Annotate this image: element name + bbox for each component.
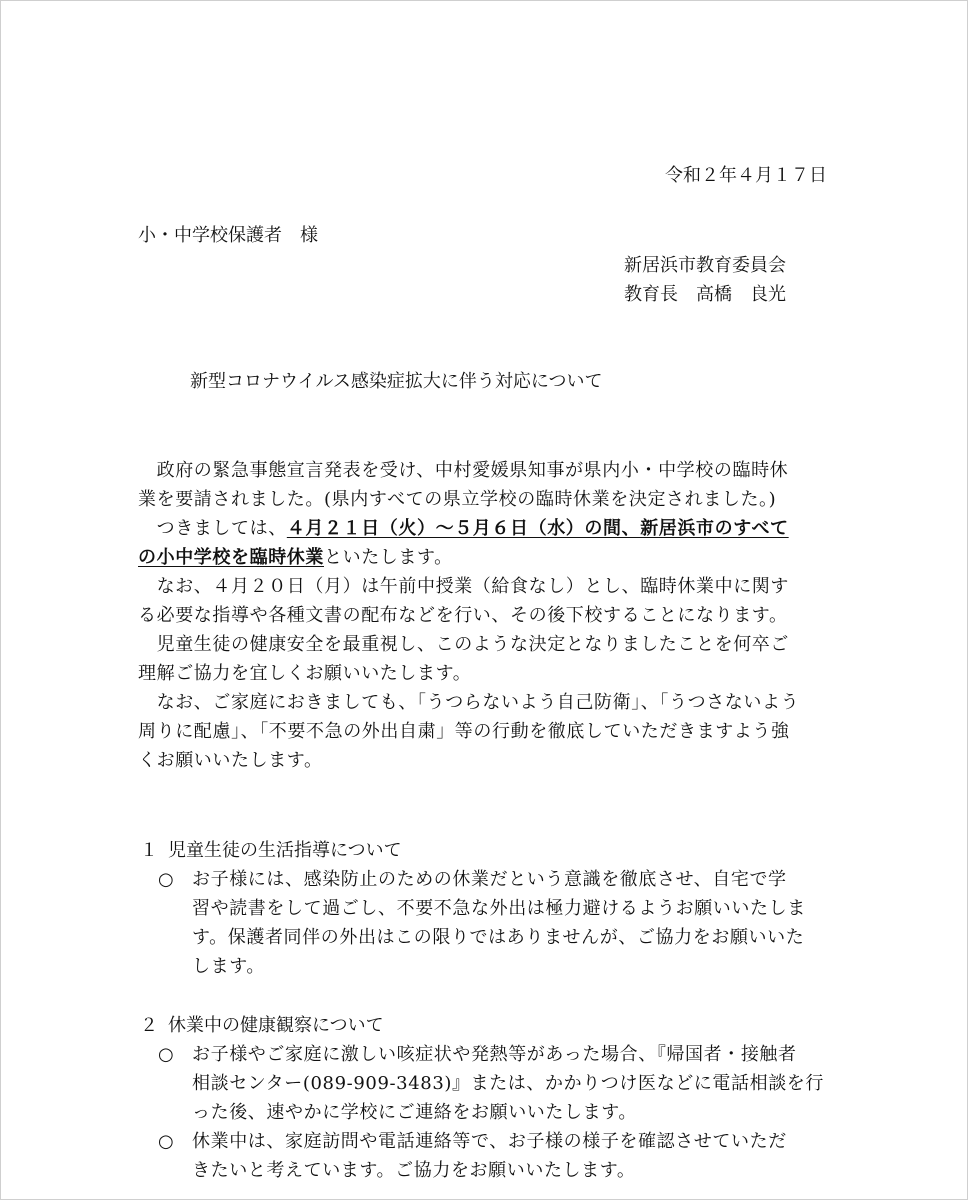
list-item-line: 相談センター(089-909-3483)』または、かかりつけ医などに電話相談を行 <box>192 1073 825 1094</box>
paragraph-line: なお、４月２０日（月）は午前中授業（給食なし）とし、臨時休業中に関す <box>138 576 789 597</box>
paragraph-line <box>138 514 838 543</box>
section-heading <box>140 836 840 865</box>
paragraph-line: くお願いいたします。 <box>138 750 323 771</box>
paragraph-line <box>138 543 838 572</box>
signatory: 教育長 高橋 良光 <box>624 284 786 305</box>
paragraph-line: る必要な指導や各種文書の配布などを行い、その後下校することになります。 <box>138 605 788 626</box>
section-health-observation <box>140 1011 840 1185</box>
section-heading <box>140 1011 840 1040</box>
list-item <box>140 1040 840 1069</box>
paragraph-line: 理解ご協力を宜しくお願いいたします。 <box>138 663 472 684</box>
paragraph-line: なお、ご家庭におきましても、「うつらないよう自己防衛」、「うつさないよう <box>138 692 800 713</box>
section-heading-text: 児童生徒の生活指導について <box>168 840 402 861</box>
addressee: 小・中学校保護者 様 <box>138 225 318 246</box>
list-item-line: す。保護者同伴の外出はこの限りではありませんが、ご協力をお願いいた <box>192 927 805 948</box>
list-item <box>140 865 840 894</box>
list-item-line: します。 <box>192 956 265 977</box>
circle-bullet-icon: ○ <box>158 1044 175 1065</box>
list-item-line: った後、速やかに学校にご連絡をお願いいたします。 <box>192 1102 637 1123</box>
paragraph-line: 児童生徒の健康安全を最重視し、このような決定となりましたことを何卒ご <box>138 634 789 655</box>
circle-bullet-icon: ○ <box>158 869 175 890</box>
list-item-line: お子様やご家庭に激しい咳症状や発熱等があった場合、『帰国者・接触者 <box>192 1044 797 1065</box>
body-text <box>138 456 838 775</box>
section-number: ２ <box>140 1015 158 1036</box>
document-title: 新型コロナウイルス感染症拡大に伴う対応について <box>190 371 603 392</box>
section-heading-text: 休業中の健康観察について <box>168 1015 384 1036</box>
paragraph-line: 政府の緊急事態宣言発表を受け、中村愛媛県知事が県内小・中学校の臨時休 <box>138 460 789 481</box>
text-segment: といたします。 <box>324 547 453 568</box>
emphasized-closure-period: ４月２１日（火）～５月６日（水）の間、新居浜市のすべて <box>286 518 789 539</box>
list-item <box>140 1127 840 1156</box>
section-number: １ <box>140 840 158 861</box>
text-segment: つきましては、 <box>138 518 287 539</box>
list-item-line: きたいと考えています。ご協力をお願いいたします。 <box>192 1160 636 1181</box>
list-item-line: お子様には、感染防止のための休業だという意識を徹底させ、自宅で学 <box>192 869 787 890</box>
paragraph-line: 周りに配慮」、「不要不急の外出自粛」等の行動を徹底していただきますよう強 <box>138 721 790 742</box>
list-item-line: 習や読書をして過ごし、不要不急な外出は極力避けるようお願いいたしま <box>192 898 806 919</box>
circle-bullet-icon: ○ <box>158 1131 175 1152</box>
issuing-organization: 新居浜市教育委員会 <box>624 255 786 276</box>
emphasized-closure-scope: の小中学校を臨時休業 <box>138 547 324 568</box>
document-date: 令和２年４月１７日 <box>665 165 827 186</box>
paragraph-line: 業を要請されました。(県内すべての県立学校の臨時休業を決定されました。) <box>138 489 777 510</box>
section-student-guidance <box>140 836 840 981</box>
list-item-line: 休業中は、家庭訪問や電話連絡等で、お子様の様子を確認させていただ <box>192 1131 787 1152</box>
